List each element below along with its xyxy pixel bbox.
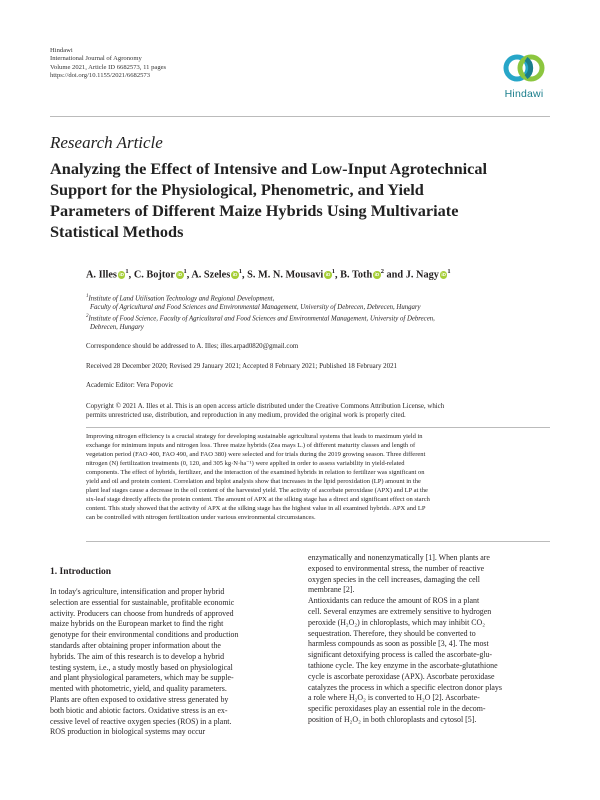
title-line: Support for the Physiological, Phenometric, and Yield <box>50 180 424 199</box>
author-separator: and <box>383 269 406 281</box>
body-text-line: mented with photometric, yield, and quality parameters. <box>50 684 227 694</box>
body-text-line: significant detoxifying process is called the ascorbate-glu- <box>308 650 493 660</box>
author-separator: , <box>128 269 134 281</box>
abstract-rule-bottom <box>86 541 550 542</box>
author-affiliation-marker: 1 <box>447 268 451 275</box>
affiliation-text: Institute of Land Utilisation Technology and Regional Development, <box>88 295 275 303</box>
publisher-name: Hindawi <box>50 47 73 54</box>
affiliation-number: 2 <box>86 314 89 319</box>
author-affiliation-marker: 1 <box>331 268 335 275</box>
author-separator: , <box>186 269 192 281</box>
author-affiliation-marker: 1 <box>183 268 187 275</box>
body-text-line: ROS production in biological systems may occur <box>50 727 206 737</box>
body-text-line: peroxide (H₂O₂) in chloroplasts, which may inhibit CO₂ <box>308 617 485 627</box>
article-type: Research Article <box>50 133 163 152</box>
orcid-icon[interactable]: iD <box>325 272 331 278</box>
author-separator: , <box>334 269 341 281</box>
body-text-line: catalyzes the process in which a specific electron donor plays <box>308 682 502 692</box>
orcid-icon[interactable]: iD <box>232 272 238 278</box>
hindawi-rings-icon <box>500 50 548 86</box>
affiliation-text: Faculty of Agricultural and Food Sciences and Environmental Management, University of Debrecen, Debrecen, Hungary <box>90 303 421 311</box>
author-affiliation-marker: 1 <box>125 268 129 275</box>
body-text-line: activity. Producers can choose from hundreds of approved <box>50 608 234 618</box>
affiliation-2 <box>86 313 556 332</box>
body-left-column <box>50 587 238 738</box>
title-line: Parameters of Different Maize Hybrids Using Multivariate <box>50 201 459 220</box>
abstract-line: components. The effect of hybrids, fertilizer, and the interaction of the examined hybrids in relation to fertilizer was significant on <box>86 468 425 476</box>
author-name: C. Bojtor <box>133 269 175 281</box>
author-list <box>86 268 451 280</box>
author-name: J. Nagy <box>405 269 439 281</box>
orcid-icon[interactable]: iD <box>441 272 446 278</box>
abstract-line: nitrogen (N) fertilization treatments (0, 120, and 305 kg·N·ha⁻¹) were applied in order to assess variability in yield-related <box>86 459 405 467</box>
article-title <box>50 158 550 242</box>
affiliation-text: Debrecen, Hungary <box>90 323 144 331</box>
body-text-line: genotype for their environmental conditions and production <box>50 630 239 640</box>
publication-dates: Received 28 December 2020; Revised 29 January 2021; Accepted 8 February 2021; Published 18 February 2021 <box>86 363 397 370</box>
abstract <box>86 433 550 523</box>
journal-meta <box>50 47 166 81</box>
abstract-line: plant leaf stages cause a decrease in the oil content of the harvested yield. The activity of ascorbate peroxidase (APX) and LP at the <box>86 486 428 494</box>
body-text-line: both biotic and abiotic factors. Oxidative stress is an ex- <box>50 705 228 715</box>
body-text-line: specific peroxidases play an essential role in the decom- <box>308 704 486 714</box>
abstract-line: content. This study showed that the activity of APX at the silking stage has the highest value in all examined hybrids. APX and LP <box>86 504 426 512</box>
body-text-line: oxygen species in the cell increases, damaging the cell <box>308 574 480 584</box>
affiliation-line <box>86 313 556 324</box>
title-line: Analyzing the Effect of Intensive and Low-Input Agrotechnical <box>50 159 488 178</box>
abstract-line: six-leaf stage directly affects the protein content. The amount of APX at the silking stage has a direct and significant effect on starch <box>86 495 430 503</box>
orcid-icon[interactable]: iD <box>119 272 124 278</box>
copyright-line: Copyright © 2021 A. Illes et al. This is an open access article distributed under the Creative Commons Attribution License, which <box>86 403 445 410</box>
body-text-line: selection are essential for sustainable, profitable economic <box>50 597 235 607</box>
affiliation-number: 1 <box>86 294 89 299</box>
orcid-icon[interactable]: iD <box>374 272 380 278</box>
body-text-line: hybrids. The aim of this research is to develop a hybrid <box>50 651 225 661</box>
body-text-line: position of H₂O₂ in both chloroplasts and cytosol [5]. <box>308 714 477 724</box>
affiliation-text: Institute of Food Science, Faculty of Agricultural and Food Sciences and Environmental Management, University of Debrecen, <box>88 315 435 323</box>
section-heading: 1. Introduction <box>50 567 112 577</box>
doi-link[interactable]: https://doi.org/10.1155/2021/6682573 <box>50 72 151 80</box>
author-affiliation-marker: 1 <box>238 268 242 275</box>
abstract-line: Improving nitrogen efficiency is a crucial strategy for developing sustainable agricultural systems that leads to maximum yield in <box>86 433 423 440</box>
author-affiliation-marker: 2 <box>380 268 384 275</box>
header-rule <box>50 116 550 117</box>
body-text-line: cell. Several enzymes are extremely sensitive to hydrogen <box>308 606 492 616</box>
copyright-line: permits unrestricted use, distribution, and reproduction in any medium, provided the original work is properly cited. <box>86 412 406 420</box>
body-text-line: harmless compounds as soon as possible [3, 4]. The most <box>308 639 489 649</box>
body-text-line: testing system, i.e., a study mostly based on physiological <box>50 662 233 672</box>
body-text-line: tathione cycle. The key enzyme in the ascorbate-glutathione <box>308 660 498 670</box>
title-line: Statistical Methods <box>50 222 184 241</box>
abstract-line: exchange for minimum inputs and nitrogen loss. Three maize hybrids (Zea mays L.) of different maturity classes and length of <box>86 441 416 449</box>
body-text-line: In today's agriculture, intensification and proper hybrid <box>50 587 225 596</box>
hindawi-logo <box>496 50 552 106</box>
author-separator: , <box>241 269 248 281</box>
orcid-icon[interactable]: iD <box>177 272 183 278</box>
abstract-line: vegetation period (FAO 400, FAO 490, and FAO 380) were selected and for trials during the 2019 growing season. Three different <box>86 450 426 458</box>
author-name: A. Illes <box>86 269 117 281</box>
body-text-line: cessive level of reactive oxygen species (ROS) in a plant. <box>50 716 232 726</box>
body-text-line: exposed to environmental stress, the number of reactive <box>308 563 485 573</box>
abstract-rule-top <box>86 427 550 428</box>
body-text-line: Antioxidants can reduce the amount of ROS in a plant <box>308 596 480 606</box>
journal-name: International Journal of Agronomy <box>50 55 142 63</box>
body-text-line: sequestration. Therefore, they should be converted to <box>308 628 476 638</box>
abstract-line: can be controlled with nitrogen fertilization under various environmental circumstances. <box>86 513 316 521</box>
logo-text: Hindawi <box>504 88 544 100</box>
volume-line: Volume 2021, Article ID 6682573, 11 pages <box>50 63 167 71</box>
author-name: B. Toth <box>340 269 373 281</box>
body-text-line: cycle is ascorbate peroxidase (APX). Ascorbate peroxidase <box>308 671 495 681</box>
copyright-notice <box>86 402 550 420</box>
body-right-column <box>308 553 502 726</box>
body-text-line: Plants are often exposed to oxidative stress generated by <box>50 694 229 704</box>
body-text-line: membrane [2]. <box>308 585 355 595</box>
body-text-line: and plant physiological parameters, which may be supple- <box>50 673 234 683</box>
affiliation-line <box>86 304 556 313</box>
body-text-line: standards after obtaining proper information about the <box>50 640 221 650</box>
body-text-line: a role where H₂O₂ is converted to H₂O [2]. Ascorbate- <box>308 693 480 703</box>
affiliation-1 <box>86 293 556 312</box>
body-text-line: maize hybrids on the European market to find the right <box>50 619 224 629</box>
academic-editor: Academic Editor: Vera Popovic <box>86 382 174 389</box>
author-name: S. M. N. Mousavi <box>247 269 324 281</box>
body-text-line: enzymatically and nonenzymatically [1]. When plants are <box>308 553 490 562</box>
affiliation-line <box>86 324 556 333</box>
abstract-line: yield and oil and protein content. Correlation and biplot analysis show that increases in the lipid peroxidation (LP) amount in the <box>86 477 421 485</box>
affiliation-line <box>86 293 556 304</box>
author-name: A. Szeles <box>191 269 231 281</box>
correspondence: Correspondence should be addressed to A. Illes; illes.arpad0820@gmail.com <box>86 343 299 350</box>
